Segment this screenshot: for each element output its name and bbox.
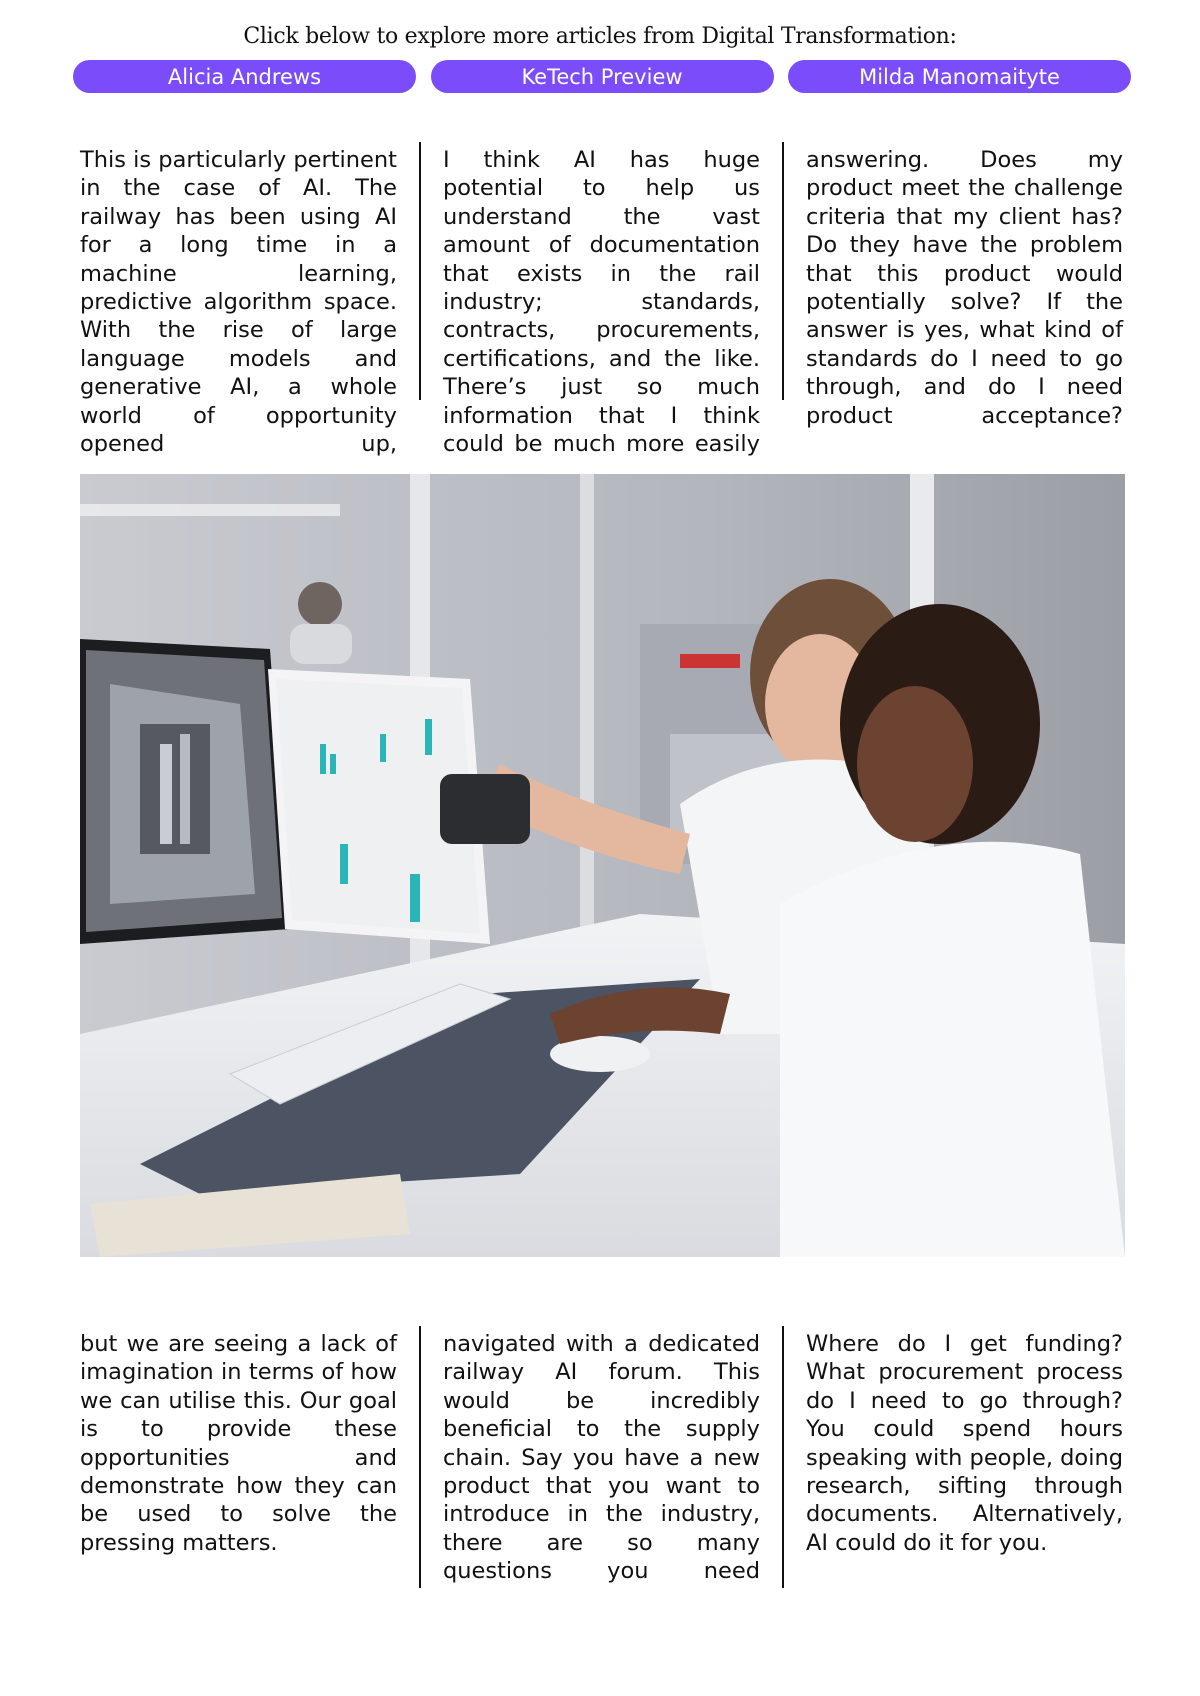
- lab-photo: [80, 474, 1125, 1257]
- bottom-column-2: navigated with a dedicated railway AI forum. This would be incredibly beneficial to the supply chain. Say you have a new product that you want to introduce in the industry, there are so many questions you need: [443, 1331, 760, 1585]
- article-links: [73, 60, 1131, 93]
- bottom-text-columns: [80, 1330, 1123, 1588]
- column-divider: [419, 1326, 421, 1588]
- link-ketech-preview[interactable]: KeTech Preview: [431, 60, 774, 93]
- column-divider: [782, 1326, 784, 1588]
- column-divider: [419, 142, 421, 400]
- column-divider: [782, 142, 784, 400]
- articles-prompt: Click below to explore more articles from Digital Transformation:: [243, 24, 957, 49]
- link-milda-manomaityte[interactable]: Milda Manomaityte: [788, 60, 1131, 93]
- top-column-1: This is particularly pertinent in the case of AI. The railway has been using AI for a long time in a machine learning, predictive algorithm space. With the rise of large language models and generative AI, a whole world of opportunity opened up,: [80, 147, 397, 458]
- link-alicia-andrews[interactable]: Alicia Andrews: [73, 60, 416, 93]
- top-column-3: answering. Does my product meet the challenge criteria that my client has? Do they have the problem that this product would potentially solve? If the answer is yes, what kind of standards do I need to go through, and do I need product acceptance?: [806, 147, 1123, 429]
- top-column-2: I think AI has huge potential to help us understand the vast amount of documentation that exists in the rail industry; standards, contracts, procurements, certifications, and the like. There’s just so much information that I think could be much more easily: [443, 147, 760, 458]
- bottom-column-1: but we are seeing a lack of imagination in terms of how we can utilise this. Our goal is to provide these opportunities and demonstrate how they can be used to solve the pressing matters.: [80, 1331, 397, 1556]
- top-text-columns: [80, 146, 1123, 458]
- bottom-column-3: Where do I get funding? What procurement process do I need to go through? You could spend hours speaking with people, doing research, sifting through documents. Alternatively, AI could do it for you.: [806, 1331, 1123, 1556]
